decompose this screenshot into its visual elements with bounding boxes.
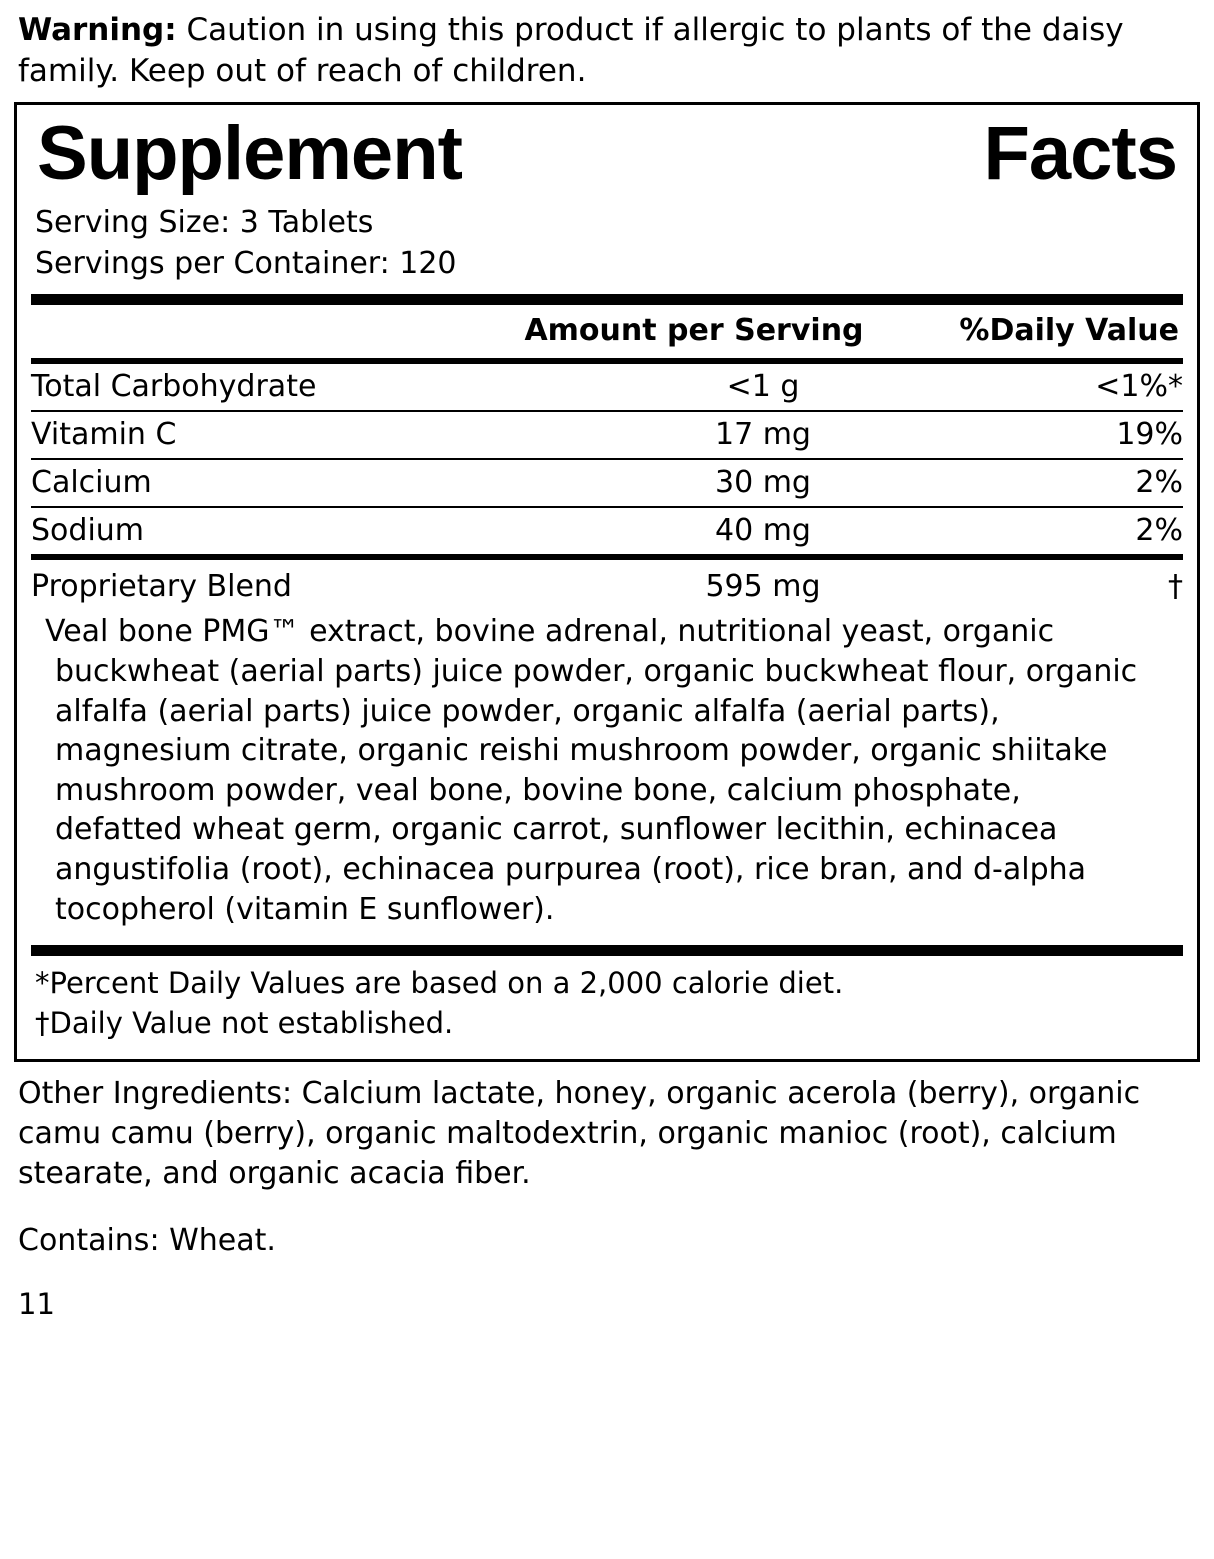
nutrition-table [31, 305, 1183, 358]
servings-per-container: Servings per Container: 120 [35, 245, 457, 281]
nutrient-amount: 40 mg [613, 507, 913, 557]
footnotes [31, 956, 1183, 1045]
nutrient-name: Sodium [31, 507, 613, 557]
panel-title-left: Supplement [37, 110, 462, 196]
blend-dv: † [913, 557, 1183, 610]
blend-name: Proprietary Blend [31, 557, 613, 610]
serving-size: Serving Size: 3 Tablets [35, 204, 374, 240]
serving-info [31, 203, 1183, 285]
panel-title-right: Facts [983, 110, 1177, 196]
panel-title [31, 110, 1183, 196]
warning-label: Warning: [18, 12, 177, 48]
nutrient-amount: 17 mg [613, 411, 913, 459]
table-row [31, 459, 1183, 507]
supplement-facts-panel [14, 102, 1200, 1062]
contains-statement: Contains: Wheat. [18, 1222, 276, 1258]
table-row [31, 507, 1183, 557]
nutrient-amount: 30 mg [613, 459, 913, 507]
warning-block [14, 0, 1200, 92]
nutrient-name: Vitamin C [31, 411, 613, 459]
table-row [31, 411, 1183, 459]
page-number: 11 [18, 1286, 55, 1321]
rule-bottom-thick [31, 945, 1183, 956]
nutrient-dv: 19% [913, 411, 1183, 459]
nutrient-rows [31, 364, 1183, 610]
nutrient-name: Total Carbohydrate [31, 369, 317, 405]
nutrient-dv: <1%* [1095, 369, 1183, 405]
nutrient-amount: <1 g [726, 369, 800, 405]
rule-top-thick [31, 294, 1183, 305]
header-amount-per-serving: Amount per Serving [524, 313, 864, 349]
blend-amount: 595 mg [613, 557, 913, 610]
nutrient-dv: 2% [913, 507, 1183, 557]
table-header-row [31, 305, 1183, 358]
blend-ingredients: Veal bone PMG™ extract, bovine adrenal, nutritional yeast, organic buckwheat (aerial parts) juice powder, organic buckwheat flour, organic alfalfa (aerial parts) juice powder, organic alfalfa (aerial parts), magnesium citrate, organic reishi mushroom powder, organic shiitake mushroom powder, veal bone, bovine bone, calcium phosphate, defatted wheat germ, organic carrot, sunflower lecithin, echinacea angustifolia (root), echinacea purpurea (root), rice bran, and d-alpha tocopherol (vitamin E sunflower). [45, 614, 1138, 927]
other-ingredients: Other Ingredients: Calcium lactate, honey, organic acerola (berry), organic camu camu (berry), organic maltodextrin, organic manioc (root), calcium stearate, and organic acacia fiber. [18, 1076, 1141, 1192]
proprietary-blend-row [31, 557, 1183, 610]
header-daily-value: %Daily Value [959, 313, 1179, 349]
warning-text: Caution in using this product if allergic to plants of the daisy family. Keep out of reach of children. [18, 12, 1124, 89]
header-blank [31, 305, 479, 358]
nutrient-dv: 2% [913, 459, 1183, 507]
nutrient-name: Calcium [31, 459, 613, 507]
table-row [31, 364, 1183, 411]
footnote-daily-value: *Percent Daily Values are based on a 2,000 calorie diet. [35, 966, 844, 1001]
footnote-dagger: †Daily Value not established. [35, 1005, 454, 1040]
